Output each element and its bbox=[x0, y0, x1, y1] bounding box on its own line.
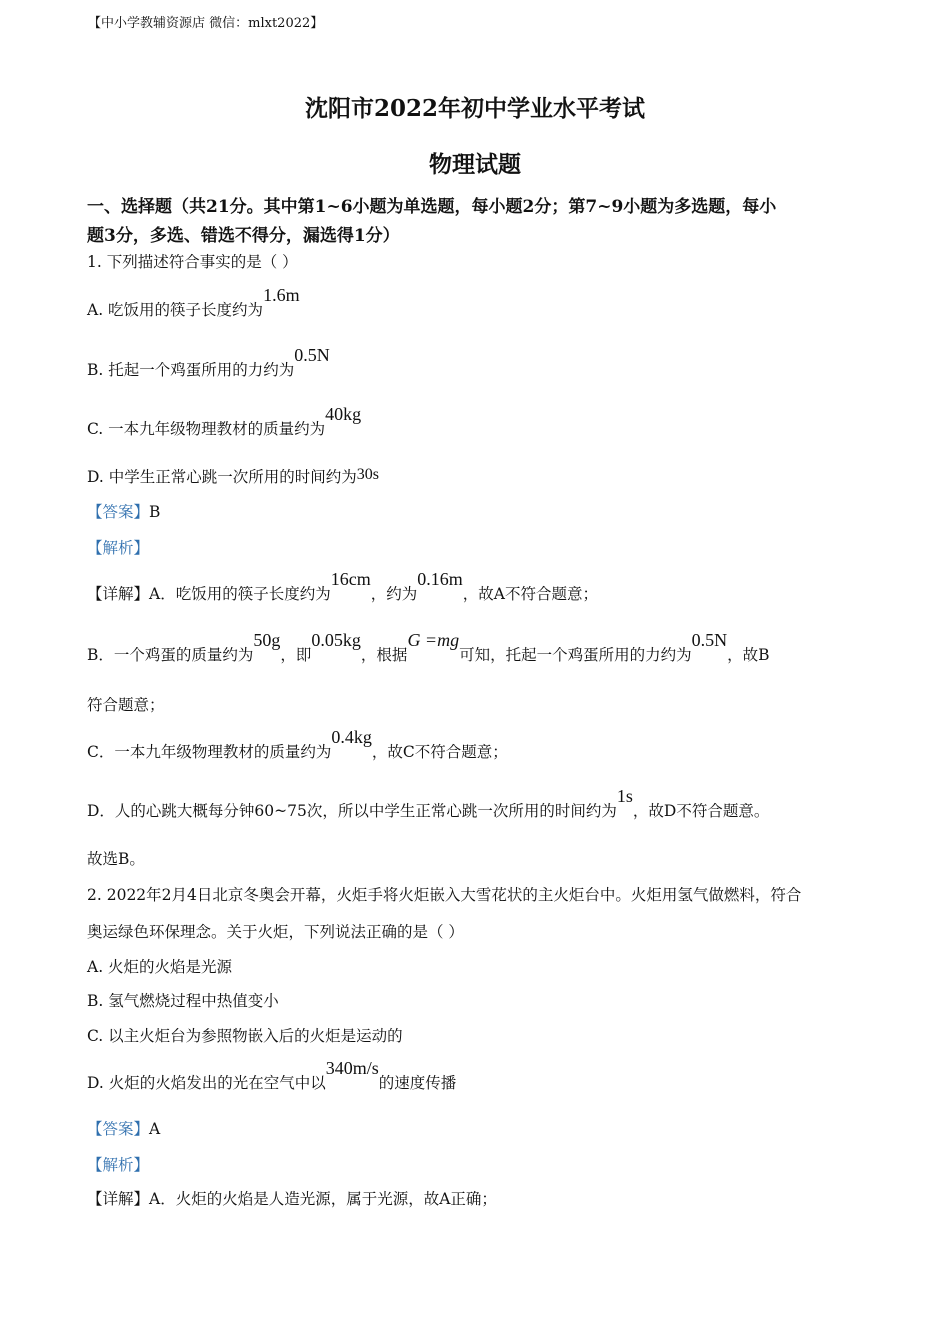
q1-detail-b-cont: 符合题意； bbox=[87, 696, 165, 714]
q1-detail-a-math1: 16cm bbox=[330, 569, 371, 589]
q1-option-d-value: 30s bbox=[356, 466, 379, 483]
q1-option-d-text: D. 中学生正常心跳一次所用的时间约为 bbox=[87, 468, 357, 486]
q1-option-c-text: C. 一本九年级物理教材的质量约为 bbox=[87, 420, 326, 438]
q1-option-b-value: 0.5N bbox=[294, 345, 330, 365]
q1-detail-b-math2: 0.05kg bbox=[311, 630, 361, 650]
q2-stem-line1: 2. 2022年2月4日北京冬奥会开幕，火炬手将火炬嵌入大雪花状的主火炬台中。火炬用氢气做燃料，符合 bbox=[87, 886, 802, 904]
q1-conclusion: 故选B。 bbox=[87, 850, 145, 868]
q2-analysis-tag: 【解析】 bbox=[87, 1156, 150, 1174]
exam-subtitle: 物理试题 bbox=[429, 151, 521, 178]
q2-option-d-text2: 的速度传播 bbox=[378, 1074, 457, 1092]
q1-option-d bbox=[87, 465, 379, 487]
q2-detail-tag: 【详解】 bbox=[87, 1190, 150, 1208]
q1-option-a-text: A. 吃饭用的筷子长度约为 bbox=[87, 301, 264, 319]
q1-answer-value: B bbox=[149, 503, 161, 521]
q1-detail-b-text1: B．一个鸡蛋的质量约为 bbox=[87, 646, 254, 664]
exam-title: 沈阳市2022年初中学业水平考试 bbox=[304, 95, 645, 122]
q1-detail-b-text5: ，故B bbox=[727, 646, 770, 664]
q1-detail-b-text2: ，即 bbox=[280, 646, 312, 664]
q1-option-a-value: 1.6m bbox=[263, 285, 300, 305]
q2-option-d-value: 340m/s bbox=[325, 1058, 379, 1078]
q1-detail-d-text1: D．人的心跳大概每分钟60~75次，所以中学生正常心跳一次所用的时间约为 bbox=[87, 802, 617, 820]
q1-analysis-tag: 【解析】 bbox=[87, 539, 150, 557]
q2-option-c: C. 以主火炬台为参照物嵌入后的火炬是运动的 bbox=[87, 1027, 403, 1045]
q1-option-c-value: 40kg bbox=[325, 404, 362, 424]
page-header: 【中小学教辅资源店 微信：mlxt2022】 bbox=[88, 16, 324, 31]
q1-detail-b-formula: G =mg bbox=[407, 630, 460, 650]
q1-detail-a-text1: A．吃饭用的筷子长度约为 bbox=[149, 585, 331, 603]
q1-detail-c bbox=[87, 727, 508, 762]
q1-detail-d-text2: ，故D不符合题意。 bbox=[632, 802, 770, 820]
q2-answer-value: A bbox=[149, 1120, 161, 1138]
section-heading-line2: 题3分，多选、错选不得分，漏选得1分） bbox=[87, 226, 400, 246]
q1-option-b-text: B. 托起一个鸡蛋所用的力约为 bbox=[87, 361, 295, 379]
q1-detail-b-text3: ，根据 bbox=[360, 646, 408, 664]
q1-answer bbox=[87, 500, 160, 522]
q1-option-c bbox=[87, 404, 362, 439]
q1-detail-c-text1: C．一本九年级物理教材的质量约为 bbox=[87, 743, 332, 761]
q1-detail-b-math3: 0.5N bbox=[691, 630, 728, 650]
q1-detail-a-math2: 0.16m bbox=[417, 569, 463, 589]
q2-option-d bbox=[87, 1058, 457, 1093]
q1-detail-b-text4: 可知，托起一个鸡蛋所用的力约为 bbox=[459, 646, 692, 664]
q1-detail-b-math1: 50g bbox=[253, 630, 281, 650]
section-heading-line1: 一、选择题（共21分。其中第1~6小题为单选题，每小题2分；第7~9小题为多选题，每小 bbox=[87, 197, 777, 217]
q2-option-a: A. 火炬的火焰是光源 bbox=[87, 958, 233, 976]
q2-stem-line2: 奥运绿色环保理念。关于火炬，下列说法正确的是（ ） bbox=[87, 923, 464, 941]
q1-detail-c-math1: 0.4kg bbox=[331, 727, 372, 747]
q2-option-b: B. 氢气燃烧过程中热值变小 bbox=[87, 992, 279, 1010]
q1-detail-a bbox=[87, 569, 598, 604]
q2-option-d-text: D. 火炬的火焰发出的光在空气中以 bbox=[87, 1074, 326, 1092]
q2-detail-a bbox=[87, 1187, 497, 1209]
q1-detail-a-text2: ，约为 bbox=[370, 585, 418, 603]
q1-option-a bbox=[87, 285, 300, 320]
q1-detail-c-text2: ，故C不符合题意； bbox=[371, 743, 508, 761]
q1-detail-a-text3: ，故A不符合题意； bbox=[462, 585, 598, 603]
q2-answer bbox=[87, 1117, 160, 1139]
q1-answer-tag: 【答案】 bbox=[87, 503, 150, 521]
q2-detail-a-text: A．火炬的火焰是人造光源，属于光源，故A正确； bbox=[149, 1190, 497, 1208]
q2-answer-tag: 【答案】 bbox=[87, 1120, 150, 1138]
q1-detail-b bbox=[87, 630, 770, 665]
q1-detail-tag: 【详解】 bbox=[87, 585, 150, 603]
q1-stem: 1. 下列描述符合事实的是（ ） bbox=[87, 253, 298, 271]
q1-detail-d-math1: 1s bbox=[616, 786, 633, 806]
q1-option-b bbox=[87, 345, 330, 380]
q1-detail-d bbox=[87, 786, 770, 821]
